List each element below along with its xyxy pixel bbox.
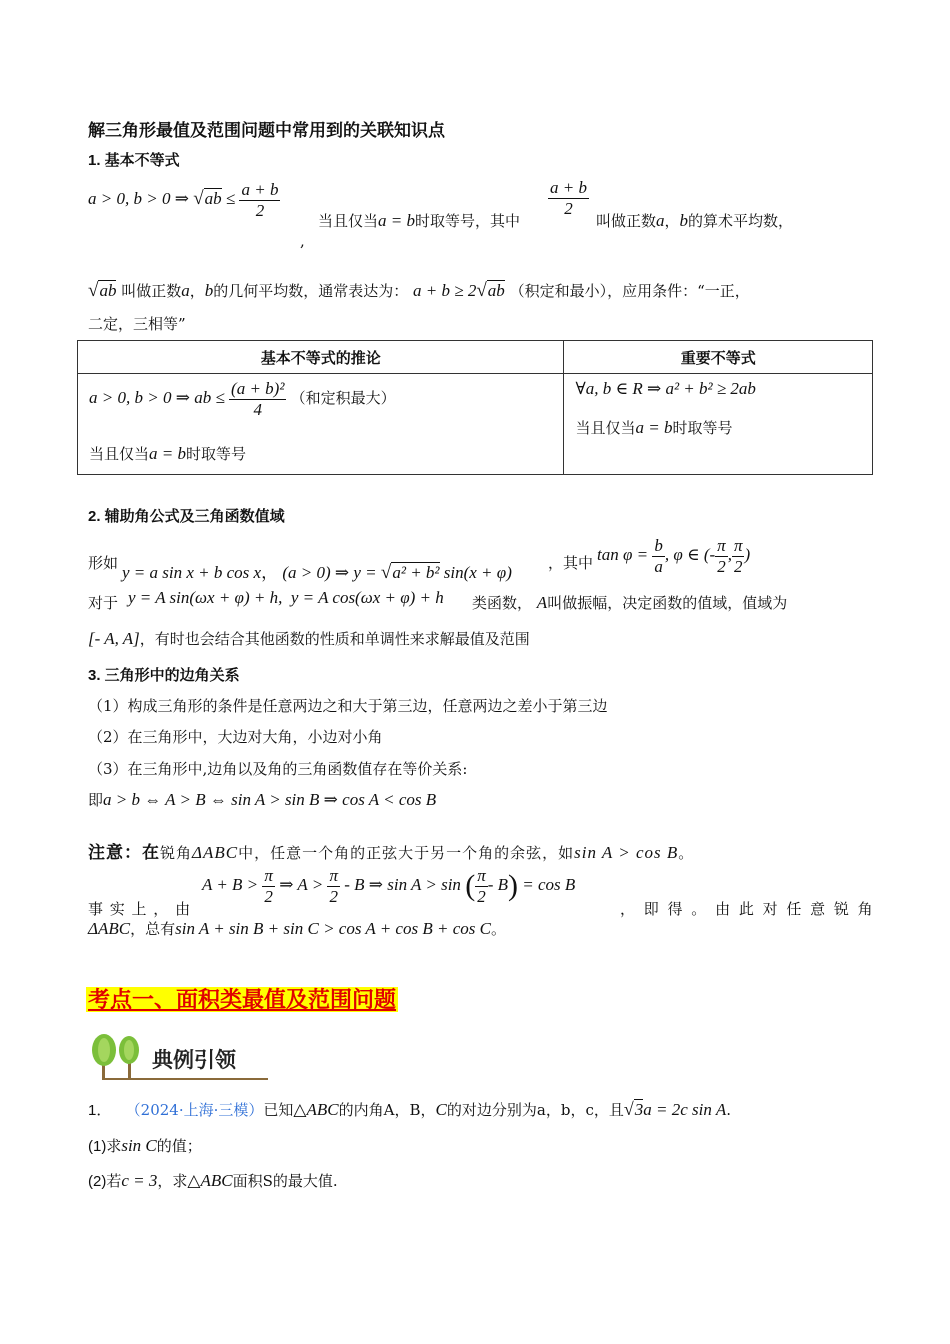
banner-title: 典例引领	[152, 1049, 236, 1072]
sinusoid-forms: y = A sin(ωx + φ) + h, y = A cos(ωx + φ) + h	[128, 588, 444, 607]
section-2-heading: 2. 辅助角公式及三角函数值域	[88, 508, 285, 525]
aux-angle-formula: y = a sin x + b cos x， (a > 0) ⇒ y = √a² + b² sin(x + φ)	[122, 562, 512, 583]
duiyu: 对于	[88, 594, 119, 612]
am-description-tail: 叫做正数a，b的算术平均数，	[596, 211, 794, 230]
final-inequality-line: ΔABC，总有sin A + sin B + sin C > cos A + cos B + cos C。	[88, 919, 506, 938]
banner-underline	[102, 1078, 268, 1080]
table-header-important: 重要不等式	[564, 341, 873, 374]
range-line: [- A, A]，有时也会结合其他函数的性质和单调性来求解最值及范围	[88, 629, 530, 648]
tree-icon	[88, 1030, 148, 1082]
question-1-part-1: (1)求sin C的值；	[88, 1136, 202, 1155]
table-cell-corollary: a > 0, b > 0 ⇒ ab ≤ $\frac{\text{(a + b)²}}{4}$ （和定积最大） 当且仅当a = b时取等号	[78, 374, 564, 475]
gm-description-line: √ab 叫做正数a，b的几何平均数，通常表达为： a + b ≥ 2√ab （积定和最小），应用条件：“一正，	[88, 280, 750, 301]
qizhong: ，其中	[548, 554, 594, 572]
note-line: 注意：在锐角ΔABC中，任意一个角的正弦大于另一个角的余弦，如sin A > cos B。	[88, 843, 695, 862]
s3-item-1: （1）构成三角形的条件是任意两边之和大于第三边，任意两边之差小于第三边	[88, 697, 608, 715]
am-fraction: $\frac{a + b}{2}$	[241, 180, 279, 220]
table-header-corollary: 基本不等式的推论	[78, 341, 564, 374]
example-banner	[88, 1030, 268, 1082]
fact-pre: 事 实 上 ， 由	[88, 900, 192, 918]
inequality-table	[77, 340, 873, 475]
am-description-line: 当且仅当a = b时取等号，其中	[318, 211, 521, 230]
section-1-heading: 1. 基本不等式	[88, 152, 180, 169]
table-cell-important: ∀a, b ∈ R ⇒ a² + b² ≥ 2ab 当且仅当a = b时取等号	[564, 374, 873, 475]
fact-derivation: A + B > $\frac{\pi}{2}$ ⇒ A > $\frac{\pi}{2}$ - B ⇒ sin A > sin ( $\frac{\pi}{2}$ - B) = cos B	[202, 866, 576, 906]
kaodian-heading: 考点一、面积类最值及范围问题	[88, 987, 397, 1012]
s3-item-3: （3）在三角形中,边角以及角的三角函数值存在等价关系:	[88, 760, 468, 778]
amplitude-description: 类函数， A叫做振幅，决定函数的值域，值域为	[472, 593, 788, 612]
comma: ,	[300, 232, 305, 250]
xing-ru: 形如	[88, 554, 119, 572]
fact-post: ， 即 得 。 由 此 对 任 意 锐 角	[620, 900, 875, 918]
tan-phi-formula: tan φ = $\frac{b}{a}$ , φ ∈ (- $\frac{\pi}{2}$ , $\frac{\pi}{2}$ )	[597, 536, 751, 576]
doc-title: 解三角形最值及范围问题中常用到的关联知识点	[88, 121, 445, 140]
question-1-part-2: (2)若c = 3，求△ABC面积S的最大值.	[88, 1171, 338, 1190]
s3-item-2: （2）在三角形中，大边对大角，小边对小角	[88, 728, 383, 746]
conditions-line: 二定，三相等”	[88, 315, 186, 333]
equivalence-line: 即a > b ⇔ A > B ⇔ sin A > sin B ⇒ cos A < cos B	[88, 790, 437, 809]
question-1: 1． （2024·上海·三模）已知△ABC的内角A，B，C的对边分别为a，b，c，且√3a = 2c sin A.	[88, 1099, 731, 1119]
section-3-heading: 3. 三角形中的边角关系	[88, 667, 240, 684]
am-gm-formula: a > 0, b > 0 ⇒ √ab ≤ $\frac{a + b}{2}$	[88, 180, 279, 220]
am-fraction-inline: $\frac{a + b}{2}$	[550, 178, 587, 218]
